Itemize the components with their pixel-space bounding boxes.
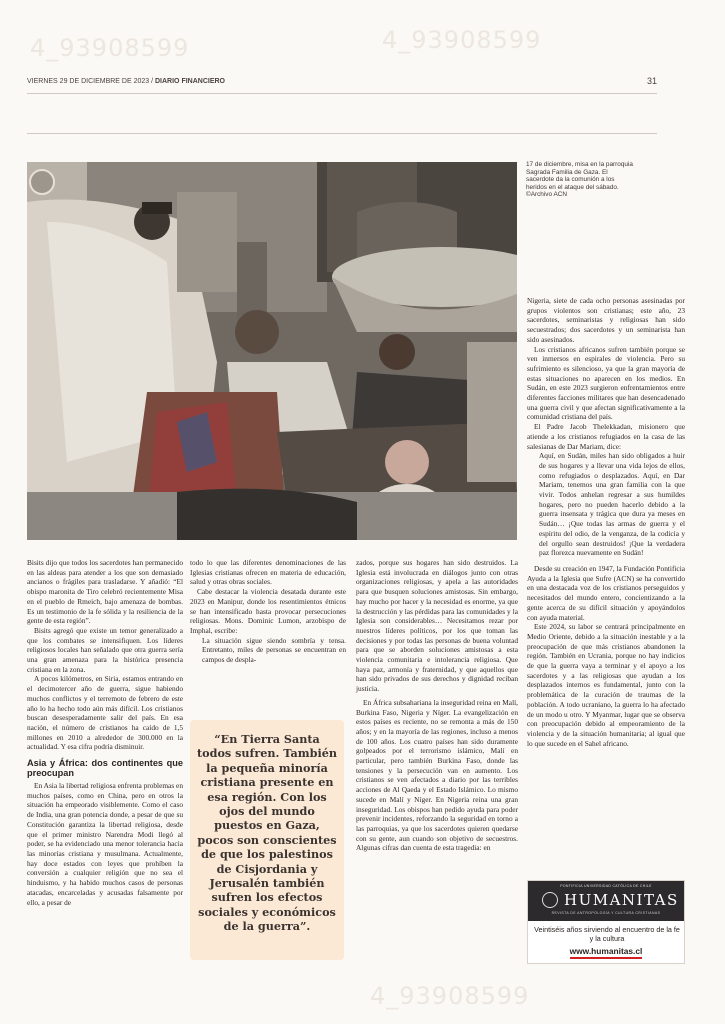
ad-url-line [528,946,684,956]
header-rule [27,93,657,94]
header-date: VIERNES 29 DE DICIEMBRE DE 2023 / [27,78,154,85]
header-date-line [27,78,225,85]
header-paper-name: DIARIO FINANCIERO [155,78,225,85]
photo-illustration [27,162,517,540]
ad-university-line: PONTIFICIA UNIVERSIDAD CATÓLICA DE CHILE [560,884,652,888]
humanitas-ad[interactable] [527,880,685,964]
ad-text: Veintiséis años sirviendo al encuentro de la fe y la cultura [534,925,680,943]
paragraph: Los cristianos africanos sufren también porque se ven inmersos en espirales de violencia. Pero su sufrimiento es silencioso, ya que la gran mayoría de estas situaciones no aparecen en los medios. En Sudán, en este 2023 surgieron enfrentamientos entre diferentes facciones militares que han desencadenado una guerra civil y que afectan significativamente a la comunidad cristiana del país. [527,344,685,422]
ad-url-link[interactable]: www.humanitas.cl [570,946,643,959]
paragraph: En Asia la libertad religiosa enfrenta problemas en muchos países, como en China, pero en otros la situación ha empeorado visiblemente. Como el caso de India, una gran potencia donde, a pesar de que su Constitución garantiza la libertad religiosa, desde que el primer ministro Narendra Modi llegó al poder, se ha evidenciado una menor tolerancia hacia las minorías cristiana y musulmana. Actualmente, hay doce estados con leyes que prohíben la conversión a cualquier religión que no sea el hinduismo, y ha habido muchos casos de personas atacadas, encarceladas y acusadas falsamente por ello, a pesar de [27,781,183,907]
article-column-3 [356,558,518,853]
seal-icon [542,892,558,908]
pull-quote: “En Tierra Santa todos sufren. También la pequeña minoría cristiana presente en esa región. Con los ojos del mundo puestos en Gaza, pocos son conscientes de que los palestinos de Cisjordania y Jerusalén también sufren los efectos sociales y económicos de la guerra”. [190,720,344,960]
paragraph: En África subsahariana la inseguridad reina en Malí, Burkina Faso, Nigeria y Níger. La evangelización en estos países es reciente, no se remonta a más de 150 años; y en la mayoría de las regiones, incluso a menos de 100 años. Los cuatro países han sido duramente golpeados por el terrorismo islámico, Malí en particular, pero también Burkina Faso, donde las tensiones y la persecución van en aumento. Los cristianos se ven afectados a diario por las terribles acciones de Al Qaeda y el Estado Islámico. Lo mismo sucede en Malí y Níger. En Nigeria reina una gran inseguridad. Los obispos han pedido ayuda para poder prevenir incidentes, reforzando la seguridad en torno a las parroquias, ya que los sacerdotes quieren quedarse con su gente, aun cuando son objetivo de secuestros. Algunas cifras dan cuenta de esta tragedia: en [356,697,518,853]
section-heading: Asia y África: dos continentes que preocupan [27,758,183,779]
article-column-4 [527,296,685,748]
page-number: 31 [646,76,657,86]
paragraph: Desde su creación en 1947, la Fundación Pontificia Ayuda a la Iglesia que Sufre (ACN) se ha convertido en una destacada voz de los cristianos perseguidos y necesitados del mundo entero, concientizando a la gente acerca de su difícil situación y apoyándolos con ayuda material. [527,563,685,622]
ad-logo: HUMANITAS [564,891,679,909]
section-rule [27,133,657,134]
article-column-2 [190,558,346,665]
indented-quote: La situación sigue siendo sombría y tensa. Entretanto, miles de personas se encuentran en campos de despla- [202,635,346,665]
watermark: 4_93908599 [370,982,530,1010]
paragraph: A pocos kilómetros, en Siria, estamos entrando en el decimotercer año de guerra, sigue habiendo muchos conflictos y el terremoto de febrero de este año lo ha hecho todo aún más difícil. Los cristianos buscan desesperadamente salir del país. En esa nación, el número de cristianos ha caído de 1,5 millones en 2010 a alrededor de 300.000 en la actualidad. Y esa cifra podría disminuir. [27,674,183,752]
paragraph: Este 2024, su labor se centrará principalmente en Medio Oriente, debido a la situación inestable y a la preocupación de que más cristianos abandonen la región. También en Ucrania, porque no hay indicios de que la guerra vaya a terminar y el apoyo a los sacerdotes y a las religiosas que ayudan a los desplazados internos es fundamental, junto con la problemática de la curación de traumas de la población. A todo ucraniano, la guerra lo ha afectado de un modo u otro. Y Myanmar, lugar que se observa con preocupación debido al empeoramiento de la violencia y de la situación humanitaria; al igual que lo que sucede en el Sahel africano. [527,622,685,748]
ad-tagline: REVISTA DE ANTROPOLOGÍA Y CULTURA CRISTIANAS [551,911,661,915]
article-photo [27,162,517,540]
paragraph: Bisits agregó que existe un temor generalizado a que los combates se intensifiquen. Los líderes religiosos locales han señalado que otra guerra sería una gran amenaza para la histórica presencia cristiana en la zona. [27,625,183,674]
watermark: 4_93908599 [382,26,542,54]
paragraph: El Padre Jacob Thelekkadan, misionero que atiende a los cristianos refugiados en la casa de las salesianas de Dar Mariam, dice: [527,422,685,451]
paragraph: Bisits dijo que todos los sacerdotes han permanecido en las aldeas para atender a los que son demasiado ancianos o frágiles para trasladarse. Y añadió: “El obispo maronita de Tiro celebró recientemente Misa en el pueblo de Rmeich, bajo amenaza de bombas. Es un testimonio de la fe sólida y la resiliencia de la gente de esta región”. [27,558,183,626]
ad-logo-bar [528,881,684,921]
photo-caption: 17 de diciembre, misa en la parroquia Sagrada Familia de Gaza. El sacerdote da la comunión a los heridos en el ataque del sábado. ©Archivo ACN [526,161,633,199]
paragraph: Nigeria, siete de cada ocho personas asesinadas por grupos violentos son cristianas; este año, 23 sacerdotes, seminaristas y religiosas han sido secuestrados; dos sacerdotes y un seminarista han sido asesinados. [527,296,685,344]
paragraph: Cabe destacar la violencia desatada durante este 2023 en Manipur, donde los resentimientos étnicos se han intensificado hasta provocar persecuciones religiosas. Mons. Dominic Lumon, arzobispo de Imphal, escribe: [190,587,346,635]
article-column-1 [27,558,183,907]
indented-quote: Aquí, en Sudán, miles han sido obligados a huir de sus hogares y a llevar una vida lejos de ellos, como refugiados o desplazados. Aquí, en Dar Mariam, tenemos una gran familia con la que vivir. Todos anhelan regresar a sus humildes hogares, pero no pueden hacerlo debido a la guerra insensata y trágica que dura ya meses en Sudán… ¡Que todas las armas de guerra y el espíritu del odio, de la venganza, de la codicia y del orgullo sean destruidos! ¡Que la verdadera paz florezca nuevamente en Sudán! [539,451,685,558]
paragraph: zados, porque sus hogares han sido destruidos. La Iglesia está involucrada en diálogos junto con otras organizaciones religiosas, y apela a las autoridades para que busquen soluciones amistosas. Sin embargo, hay mucho por hacer y la necesidad es enorme, ya que la destrucción y las pérdidas para las comunidades y la Iglesia son considerables… Necesitamos rezar por nuestros líderes políticos, por los que toman las decisiones y por todas las personas de buena voluntad para que se aborden soluciones amistosas a esta violencia comunitaria e intolerancia religiosa. Que haya paz, armonía y fraternidad, y que aquellos que han sido privados de sus derechos y dignidad reciban justicia. [356,558,518,694]
page-header [27,76,657,90]
watermark: 4_93908599 [30,34,190,62]
paragraph: todo lo que las diferentes denominaciones de las Iglesias cristianas ofrecen en materia de educación, salud y otras obras sociales. [190,558,346,587]
